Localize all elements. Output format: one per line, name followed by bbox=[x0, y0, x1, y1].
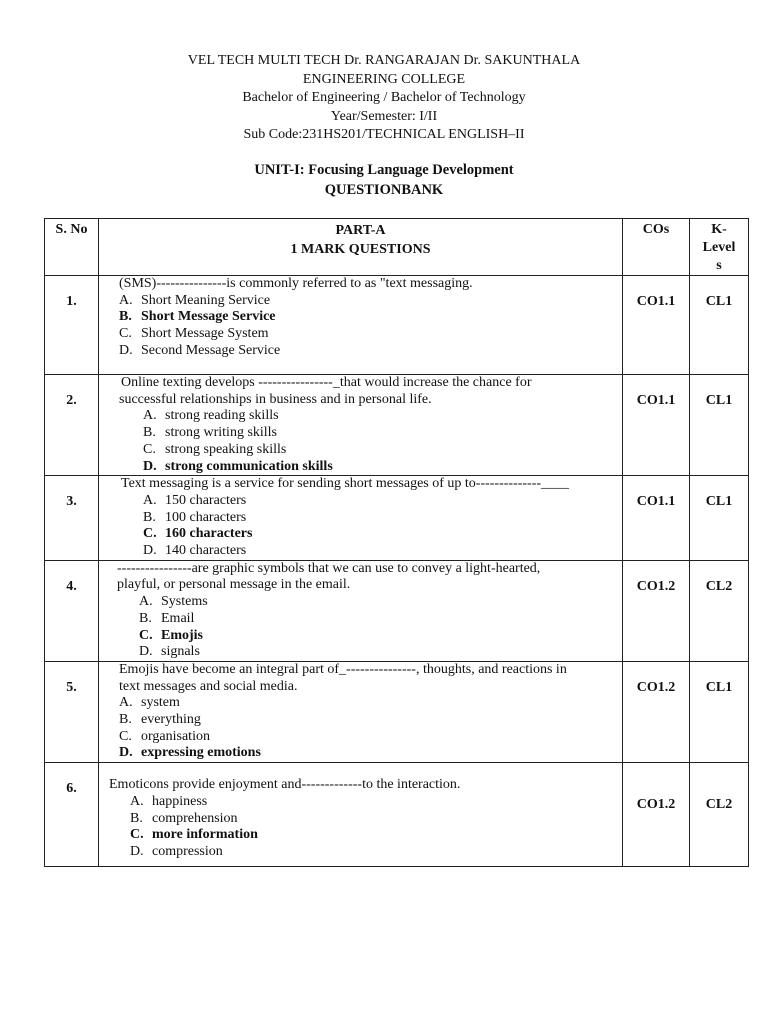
option-letter: A. bbox=[119, 695, 133, 711]
option-letter: B. bbox=[119, 309, 132, 325]
unit-heading bbox=[0, 160, 768, 200]
table-row bbox=[45, 763, 749, 867]
answer-option bbox=[99, 811, 622, 828]
question-stem: ----------------are graphic symbols that we can use to convey a light-hearted, bbox=[117, 560, 541, 576]
answer-option bbox=[99, 526, 622, 543]
answer-option bbox=[99, 594, 622, 611]
option-text: 160 characters bbox=[165, 526, 253, 542]
option-text: organisation bbox=[141, 728, 210, 744]
option-letter: D. bbox=[143, 543, 157, 559]
option-letter: A. bbox=[143, 492, 157, 508]
question-stem: Online texting develops ----------------_that would increase the chance for bbox=[121, 375, 532, 390]
course-outcome: CO1.2 bbox=[623, 661, 690, 762]
course-outcome: CO1.2 bbox=[623, 560, 690, 661]
answer-option bbox=[99, 408, 622, 425]
answer-option bbox=[99, 343, 622, 360]
option-letter: B. bbox=[119, 712, 132, 728]
answer-option bbox=[99, 729, 622, 746]
question-stem: Text messaging is a service for sending short messages of up to--------------____ bbox=[121, 476, 570, 492]
option-text: Short Meaning Service bbox=[141, 292, 271, 308]
option-text: 140 characters bbox=[165, 543, 247, 559]
course-outcome: CO1.1 bbox=[623, 476, 690, 561]
question-number: 4. bbox=[45, 560, 99, 661]
option-text: Second Message Service bbox=[141, 342, 281, 358]
answer-option bbox=[99, 827, 622, 844]
answer-option bbox=[99, 745, 622, 762]
option-letter: B. bbox=[139, 610, 152, 626]
option-letter: D. bbox=[119, 745, 133, 761]
table-row bbox=[45, 661, 749, 762]
course-outcome: CO1.2 bbox=[623, 763, 690, 867]
option-letter: C. bbox=[119, 728, 132, 744]
option-text: expressing emotions bbox=[141, 745, 261, 761]
answer-option bbox=[99, 510, 622, 527]
option-text: everything bbox=[141, 712, 201, 728]
option-letter: A. bbox=[139, 594, 153, 610]
option-letter: C. bbox=[130, 827, 144, 843]
header-k-line3: s bbox=[716, 258, 722, 273]
question-cell bbox=[99, 560, 623, 661]
answer-option bbox=[99, 712, 622, 729]
degree-line: Bachelor of Engineering / Bachelor of Technology bbox=[242, 90, 526, 105]
option-letter: D. bbox=[143, 458, 157, 474]
question-cell bbox=[99, 476, 623, 561]
header-k-line1: K- bbox=[711, 222, 727, 237]
option-text: 150 characters bbox=[165, 492, 247, 508]
answer-option bbox=[99, 293, 622, 310]
option-text: strong reading skills bbox=[165, 408, 279, 424]
header-part-title: PART-A bbox=[335, 223, 386, 238]
header-k-levels bbox=[690, 219, 749, 276]
question-table bbox=[44, 218, 749, 867]
question-cell bbox=[99, 763, 623, 867]
question-rows bbox=[45, 276, 749, 867]
question-number: 2. bbox=[45, 375, 99, 476]
option-text: Systems bbox=[161, 594, 208, 610]
bank-title: QUESTIONBANK bbox=[324, 182, 444, 198]
answer-option bbox=[99, 543, 622, 560]
header-sno: S. No bbox=[45, 219, 99, 276]
question-cell bbox=[99, 276, 623, 375]
answer-option bbox=[99, 611, 622, 628]
table-row bbox=[45, 276, 749, 375]
option-letter: C. bbox=[119, 326, 132, 342]
course-outcome: CO1.1 bbox=[623, 375, 690, 476]
question-cell bbox=[99, 375, 623, 476]
answer-option bbox=[99, 644, 622, 661]
knowledge-level: CL1 bbox=[690, 476, 749, 561]
option-text: happiness bbox=[152, 793, 208, 809]
header-part bbox=[99, 219, 623, 276]
option-text: Emojis bbox=[161, 627, 203, 643]
header-cos: COs bbox=[623, 219, 690, 276]
question-number: 5. bbox=[45, 661, 99, 762]
answer-option bbox=[99, 794, 622, 811]
option-text: Short Message Service bbox=[141, 309, 276, 325]
college-name-line2: ENGINEERING COLLEGE bbox=[302, 71, 466, 87]
college-name-line1: VEL TECH MULTI TECH Dr. RANGARAJAN Dr. SAKUNTHALA bbox=[187, 53, 581, 68]
table-row bbox=[45, 560, 749, 661]
question-stem: text messages and social media. bbox=[119, 678, 298, 694]
knowledge-level: CL1 bbox=[690, 276, 749, 375]
option-letter: B. bbox=[130, 810, 143, 826]
year-semester: Year/Semester: I/II bbox=[330, 108, 438, 124]
subject-code: Sub Code:231HS201/TECHNICAL ENGLISH–II bbox=[243, 127, 525, 142]
answer-option bbox=[99, 425, 622, 442]
option-letter: B. bbox=[143, 425, 156, 441]
option-text: 100 characters bbox=[165, 509, 247, 525]
option-text: compression bbox=[152, 843, 223, 859]
knowledge-level: CL1 bbox=[690, 661, 749, 762]
option-letter: A. bbox=[119, 292, 133, 308]
question-stem: Emoticons provide enjoyment and-------------to the interaction. bbox=[109, 777, 461, 793]
question-number: 6. bbox=[45, 763, 99, 867]
option-letter: C. bbox=[143, 526, 157, 542]
option-text: signals bbox=[161, 644, 200, 660]
question-stem: successful relationships in business and in personal life. bbox=[119, 391, 432, 407]
option-text: Email bbox=[161, 610, 195, 626]
answer-option bbox=[99, 844, 622, 861]
option-text: system bbox=[141, 695, 180, 711]
table-header-row bbox=[45, 219, 749, 276]
answer-option bbox=[99, 326, 622, 343]
option-letter: D. bbox=[130, 843, 144, 859]
unit-title: UNIT-I: Focusing Language Development bbox=[254, 162, 514, 178]
option-letter: A. bbox=[130, 793, 144, 809]
answer-option bbox=[99, 493, 622, 510]
option-text: strong communication skills bbox=[165, 458, 333, 474]
option-letter: C. bbox=[143, 441, 156, 457]
header-k-line2: Level bbox=[702, 240, 736, 255]
knowledge-level: CL1 bbox=[690, 375, 749, 476]
option-letter: C. bbox=[139, 627, 153, 643]
option-text: strong speaking skills bbox=[165, 441, 287, 457]
question-cell bbox=[99, 661, 623, 762]
answer-option bbox=[99, 309, 622, 326]
option-letter: B. bbox=[143, 509, 156, 525]
option-letter: D. bbox=[139, 644, 153, 660]
knowledge-level: CL2 bbox=[690, 763, 749, 867]
answer-option bbox=[99, 695, 622, 712]
question-stem: playful, or personal message in the email. bbox=[117, 577, 351, 593]
knowledge-level: CL2 bbox=[690, 560, 749, 661]
answer-option bbox=[99, 442, 622, 459]
answer-option bbox=[99, 628, 622, 645]
table-row bbox=[45, 375, 749, 476]
question-stem: (SMS)---------------is commonly referred to as "text messaging. bbox=[119, 276, 473, 291]
answer-option bbox=[99, 459, 622, 476]
question-number: 1. bbox=[45, 276, 99, 375]
option-text: Short Message System bbox=[141, 326, 269, 342]
question-number: 3. bbox=[45, 476, 99, 561]
table-row bbox=[45, 476, 749, 561]
option-text: comprehension bbox=[152, 810, 238, 826]
option-text: more information bbox=[152, 827, 258, 843]
question-stem: Emojis have become an integral part of_---------------, thoughts, and reactions in bbox=[119, 661, 567, 677]
option-letter: D. bbox=[119, 342, 133, 358]
option-letter: A. bbox=[143, 408, 157, 424]
course-outcome: CO1.1 bbox=[623, 276, 690, 375]
option-text: strong writing skills bbox=[165, 425, 278, 441]
header-part-subtitle: 1 MARK QUESTIONS bbox=[290, 242, 431, 257]
document-header bbox=[0, 52, 768, 145]
